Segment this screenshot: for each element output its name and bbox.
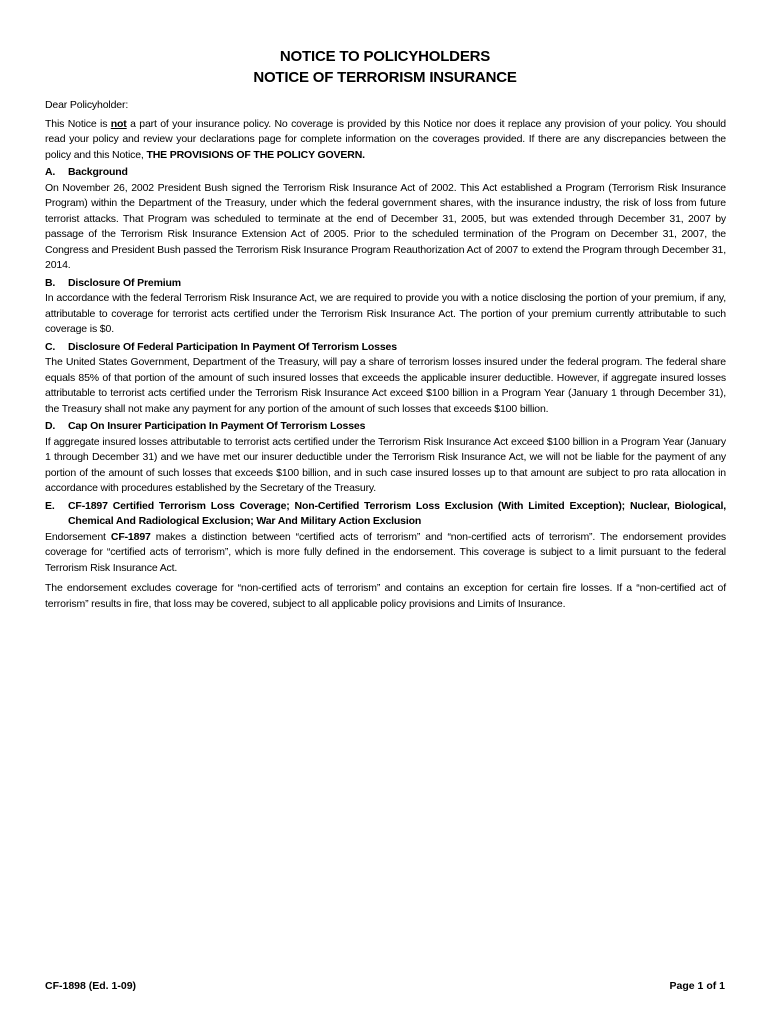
page-number: Page 1 of 1	[669, 980, 725, 992]
section-b-title: Disclosure Of Premium	[68, 276, 181, 289]
section-e-title: CF-1897 Certified Terrorism Loss Coverage; Non-Certified Terrorism Loss Exclusion (With Limited Exception); Nuclear, Biological, Chemical And Radiological Exclusion; War And Military Action Exclusion	[68, 499, 726, 527]
form-number: CF-1898 (Ed. 1-09)	[45, 980, 137, 992]
section-c-letter: C.	[45, 340, 56, 353]
section-e-body-2: The endorsement excludes coverage for “non-certified acts of terrorism” and contains an exception for certain fire losses. If a “non-certified act of terrorism” results in fire, that loss may be covered, subject to all applicable policy provisions and Limits of Insurance.	[45, 582, 726, 610]
section-e-form-ref: CF-1897	[110, 530, 151, 543]
not-emphasis: not	[110, 117, 127, 130]
salutation: Dear Policyholder:	[45, 99, 129, 111]
section-e-letter: E.	[45, 499, 55, 512]
section-e-body-1	[45, 530, 726, 577]
section-e-body-1-prefix: Endorsement	[45, 530, 111, 543]
section-d-body: If aggregate insured losses attributable to terrorist acts certified under the Terrorism Risk Insurance Act exceed $100 billion in a Program Year (January 1 through December 31) and we have met our insurer deductible under the Terrorism Risk Insurance Act, we will not be liable for the payment of any portion of the amount of such losses that exceeds $100 billion, and in such case insured losses up to that amount are subject to pro rata allocation in accordance with procedures established by the Secretary of the Treasury.	[45, 435, 726, 494]
section-e-heading	[45, 499, 726, 530]
section-e-body-1-suffix: makes a distinction between “certified acts of terrorism” and “non-certified acts of terrorism”. The endorsement provides coverage for “certified acts of terrorism”, which is more fully defined in the endorsement. This coverage is subject to a limit pursuant to the federal Terrorism Risk Insurance Act.	[45, 530, 726, 574]
section-b-letter: B.	[45, 276, 56, 289]
section-b-heading	[45, 276, 726, 292]
intro-text-1: This Notice is	[45, 117, 111, 130]
section-c-title: Disclosure Of Federal Participation In Payment Of Terrorism Losses	[68, 340, 397, 353]
intro-text-2: a part of your insurance policy. No coverage is provided by this Notice nor does it replace any provision of your policy. You should read your policy and review your declarations page for complete information on the coverages provided. If there are any discrepancies between the policy and this Notice,	[45, 117, 726, 161]
notice-title	[0, 46, 770, 88]
intro-emphasis: THE PROVISIONS OF THE POLICY GOVERN.	[146, 148, 365, 161]
section-a-title: Background	[68, 166, 128, 178]
section-d-heading	[45, 419, 726, 435]
section-d-letter: D.	[45, 420, 56, 432]
section-a-letter: A.	[45, 166, 56, 178]
intro-paragraph	[45, 117, 726, 164]
section-a-body: On November 26, 2002 President Bush signed the Terrorism Risk Insurance Act of 2002. This Act established a Program (Terrorism Risk Insurance Program) within the Department of the Treasury, under which the federal government shares, with the insurance industry, the risk of loss from future terrorist attacks. That Program was scheduled to terminate at the end of December 31, 2005, but was extended through December 31, 2007 by passage of the Terrorism Risk Insurance Extension Act of 2005. Prior to the scheduled termination of the Program on December 31, 2007, the Congress and President Bush passed the Terrorism Risk Insurance Program Reauthorization Act of 2007 to extend the Program through December 31, 2014.	[45, 181, 726, 271]
section-c-heading	[45, 340, 726, 356]
section-b-body: In accordance with the federal Terrorism Risk Insurance Act, we are required to provide you with a notice disclosing the portion of your premium, if any, attributable to coverage for terrorist acts certified under the Terrorism Risk Insurance Act. The portion of your premium currently attributable to such coverage is $0.	[45, 292, 726, 335]
section-d-title: Cap On Insurer Participation In Payment Of Terrorism Losses	[68, 420, 366, 432]
notice-body	[45, 98, 726, 612]
title-line-1: NOTICE TO POLICYHOLDERS	[279, 48, 491, 65]
title-line-2: NOTICE OF TERRORISM INSURANCE	[253, 69, 517, 86]
section-c-body: The United States Government, Department of the Treasury, will pay a share of terrorism losses insured under the federal program. The federal share equals 85% of that portion of the amount of such insured losses that exceeds the applicable insurer deductible. However, if aggregate insured losses attributable to terrorist acts certified under the Terrorism Risk Insurance Act exceed $100 billion in a Program Year (January 1 through December 31), the Treasury shall not make any payment for any portion of the amount of such losses that exceeds $100 billion.	[45, 356, 726, 415]
section-a-heading	[45, 165, 726, 181]
